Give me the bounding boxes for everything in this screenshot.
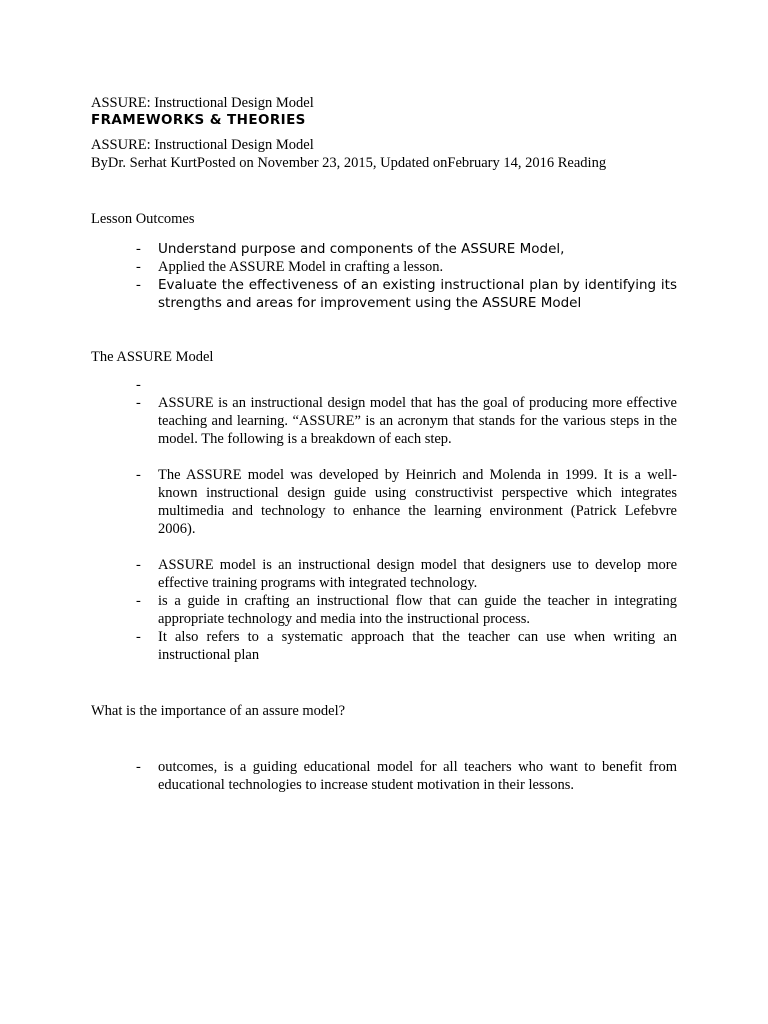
- list-item: [91, 276, 677, 312]
- list-item: [91, 466, 677, 538]
- list-dash: -: [136, 259, 141, 275]
- list-dash: -: [136, 759, 141, 775]
- list-dash: -: [136, 241, 141, 257]
- assure-model-heading: The ASSURE Model: [91, 349, 214, 365]
- model-text-empty: [158, 376, 677, 394]
- model-text: ASSURE model is an instructional design model that designers use to develop more effective training programs with integrated technology.: [158, 557, 677, 591]
- model-text: The ASSURE model was developed by Heinrich and Molenda in 1999. It is a well-known instructional design guide using constructivist perspective which integrates multimedia and technology to enhance the learning environment (Patrick Lefebvre 2006).: [158, 467, 677, 537]
- list-item: [91, 240, 677, 258]
- list-item: [91, 628, 677, 664]
- list-item: [91, 758, 677, 794]
- list-dash: -: [136, 593, 141, 609]
- list-dash: -: [136, 629, 141, 645]
- list-dash: -: [136, 395, 141, 411]
- model-text: It also refers to a systematic approach that the teacher can use when writing an instructional plan: [158, 629, 677, 663]
- list-dash: -: [136, 557, 141, 573]
- article-subtitle: ASSURE: Instructional Design Model: [91, 137, 314, 153]
- document-title: ASSURE: Instructional Design Model: [91, 95, 314, 111]
- list-dash: -: [136, 277, 141, 293]
- list-item: [91, 592, 677, 628]
- list-item: [91, 376, 677, 394]
- list-dash: -: [136, 467, 141, 483]
- article-byline: ByDr. Serhat KurtPosted on November 23, 2015, Updated onFebruary 14, 2016 Reading: [91, 155, 607, 171]
- model-text: ASSURE is an instructional design model that has the goal of producing more effective teaching and learning. “ASSURE” is an acronym that stands for the various steps in the model. The following is a breakdown of each step.: [158, 395, 677, 447]
- outcome-text: Understand purpose and components of the ASSURE Model,: [158, 241, 565, 257]
- list-dash: -: [136, 377, 141, 393]
- outcome-text: Applied the ASSURE Model in crafting a lesson.: [158, 259, 444, 275]
- lesson-outcomes-heading: Lesson Outcomes: [91, 211, 195, 227]
- model-text: is a guide in crafting an instructional flow that can guide the teacher in integrating appropriate technology and media into the instructional process.: [158, 593, 677, 627]
- importance-text: outcomes, is a guiding educational model for all teachers who want to benefit from educational technologies to increase student motivation in their lessons.: [158, 759, 677, 793]
- paragraph-gap: [91, 538, 677, 556]
- importance-list: [91, 758, 677, 794]
- assure-model-list: [91, 376, 677, 664]
- outcome-text: Evaluate the effectiveness of an existing instructional plan by identifying its strengths and areas for improvement using the ASSURE Model: [158, 277, 677, 311]
- list-item: [91, 556, 677, 592]
- list-item: [91, 258, 677, 276]
- category-heading: FRAMEWORKS & THEORIES: [91, 112, 306, 128]
- importance-question: What is the importance of an assure model?: [91, 703, 346, 719]
- paragraph-gap: [91, 448, 677, 466]
- list-item: [91, 394, 677, 448]
- lesson-outcomes-list: [91, 240, 677, 312]
